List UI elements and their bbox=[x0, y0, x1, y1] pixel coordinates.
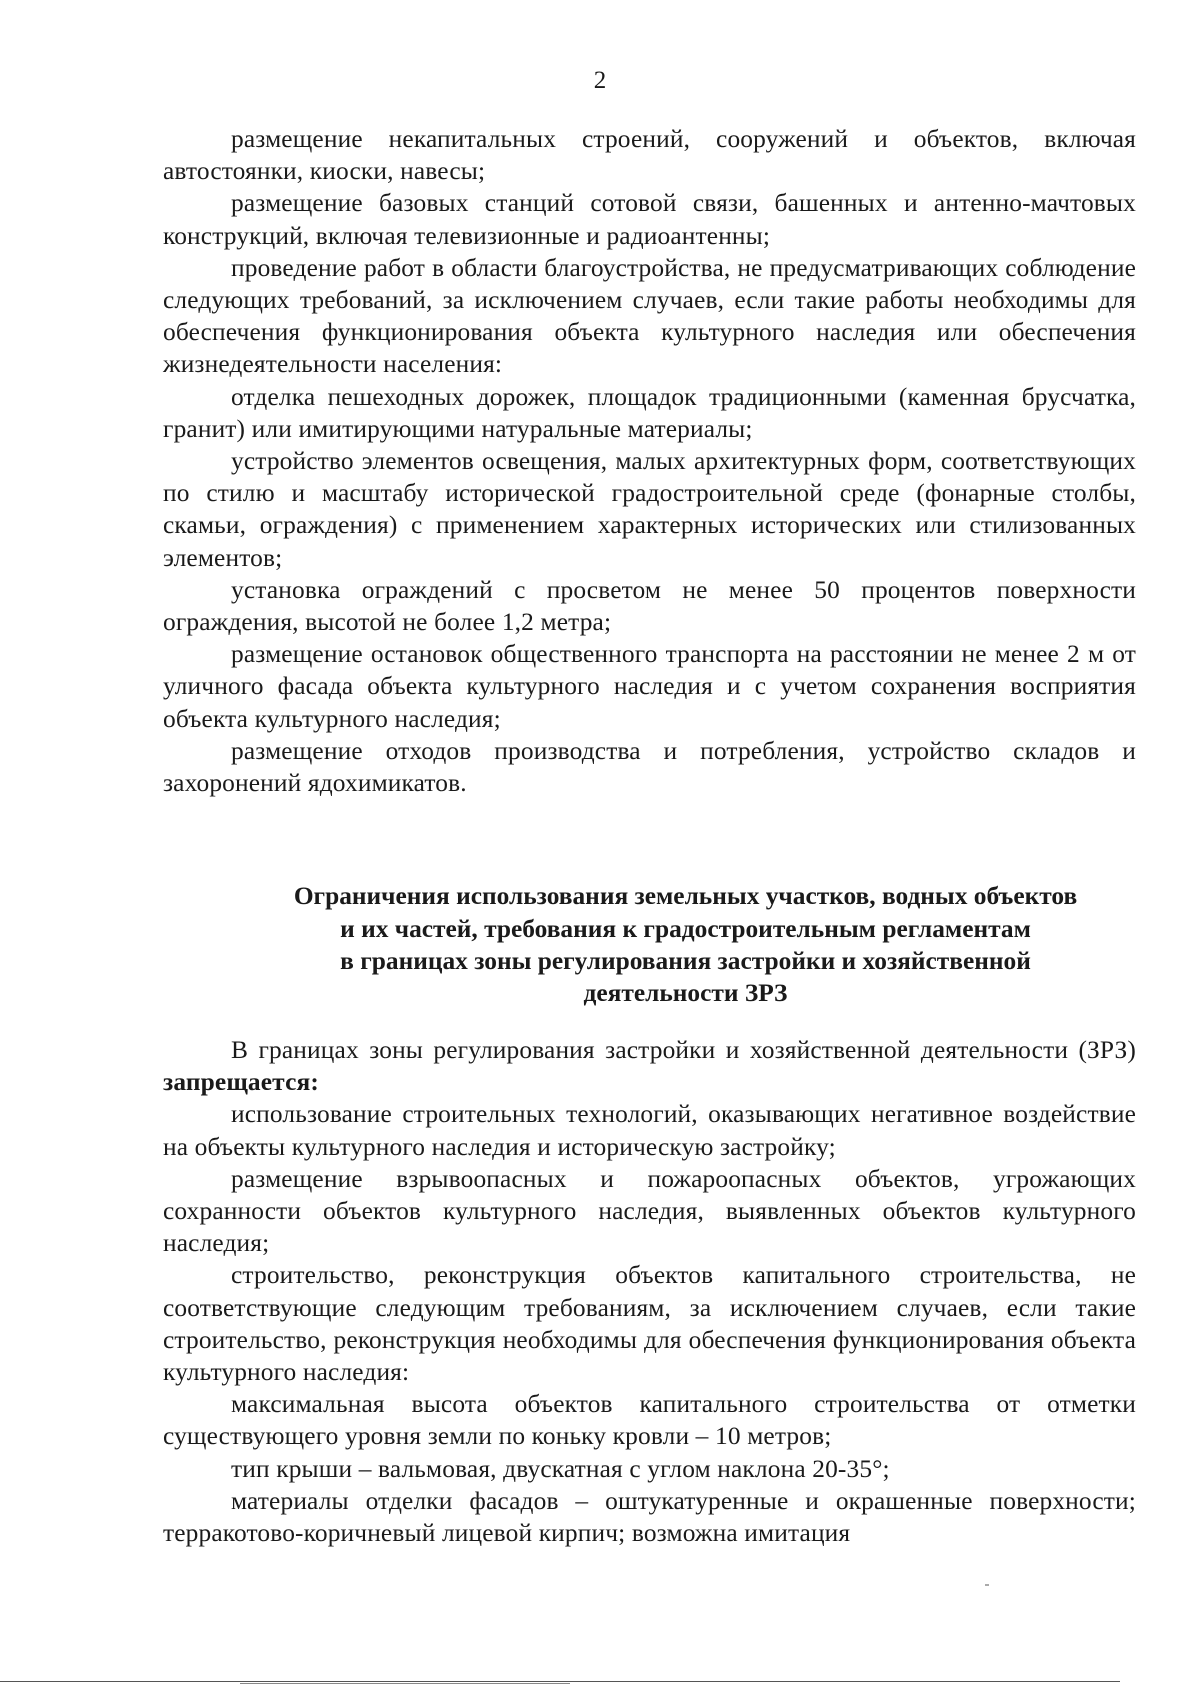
list-item: размещение взрывоопасных и пожароопасных объектов, угрожающих сохранности объектов культурного наследия, выявленных объектов культурного наследия; bbox=[163, 1164, 1136, 1258]
section-intro-text: В границах зоны регулирования застройки и хозяйственной деятельности (ЗРЗ) bbox=[231, 1035, 1136, 1064]
list-item: установка ограждений с просветом не менее 50 процентов поверхности ограждения, высотой не более 1,2 метра; bbox=[163, 575, 1136, 637]
list-item: проведение работ в области благоустройства, не предусматривающих соблюдение следующих требований, за исключением случаев, если такие работы необходимы для обеспечения функционирования объекта культурного наследия или обеспечения жизнедеятельности населения: bbox=[163, 253, 1136, 379]
section-intro bbox=[163, 1034, 1136, 1098]
footer-rule-secondary bbox=[240, 1683, 570, 1684]
list-item: материалы отделки фасадов – оштукатуренные и окрашенные поверхности; терракотово-коричневый лицевой кирпич; возможна имитация bbox=[163, 1486, 1136, 1547]
section-heading bbox=[163, 880, 1136, 1010]
list-item: использование строительных технологий, оказывающих негативное воздействие на объекты культурного наследия и историческую застройку; bbox=[163, 1100, 1136, 1161]
list-item: размещение отходов производства и потребления, устройство складов и захоронений ядохимикатов. bbox=[163, 736, 1136, 798]
section-heading-line: в границах зоны регулирования застройки и хозяйственной bbox=[340, 947, 1031, 976]
list-item: тип крыши – вальмовая, двускатная с углом наклона 20-35°; bbox=[231, 1454, 890, 1483]
section-heading-line: и их частей, требования к градостроительным регламентам bbox=[340, 914, 1031, 943]
list-item: строительство, реконструкция объектов капитального строительства, не соответствующие следующим требованиям, за исключением случаев, если такие строительство, реконструкция необходимы для обеспечения функционирования объекта культурного наследия: bbox=[163, 1261, 1136, 1386]
section-heading-line: Ограничения использования земельных участков, водных объектов bbox=[293, 882, 1078, 911]
list-item: размещение базовых станций сотовой связи, башенных и антенно-мачтовых конструкций, включая телевизионные и радиоантенны; bbox=[163, 189, 1136, 250]
list-item: максимальная высота объектов капитального строительства от отметки существующего уровня земли по коньку кровли – 10 метров; bbox=[163, 1390, 1136, 1451]
footer-rule bbox=[0, 1681, 1120, 1682]
list-item: отделка пешеходных дорожек, площадок традиционными (каменная брусчатка, гранит) или имитирующими натуральные материалы; bbox=[163, 382, 1136, 443]
page-number: 2 bbox=[593, 67, 607, 94]
list-item: размещение некапитальных строений, сооружений и объектов, включая автостоянки, киоски, навесы; bbox=[163, 125, 1136, 186]
section-intro-bold: запрещается: bbox=[163, 1068, 320, 1097]
list-item: размещение остановок общественного транспорта на расстоянии не менее 2 м от уличного фасада объекта культурного наследия и с учетом сохранения восприятия объекта культурного наследия; bbox=[163, 640, 1136, 733]
document-body bbox=[163, 123, 1136, 1549]
section-heading-line: деятельности ЗРЗ bbox=[583, 979, 788, 1008]
scan-speck bbox=[985, 1584, 989, 1586]
list-item: устройство элементов освещения, малых архитектурных форм, соответствующих по стилю и масштабу исторической градостроительной среде (фонарные столбы, скамьи, ограждения) с применением характерных исторических или стилизованных элементов; bbox=[163, 447, 1136, 572]
